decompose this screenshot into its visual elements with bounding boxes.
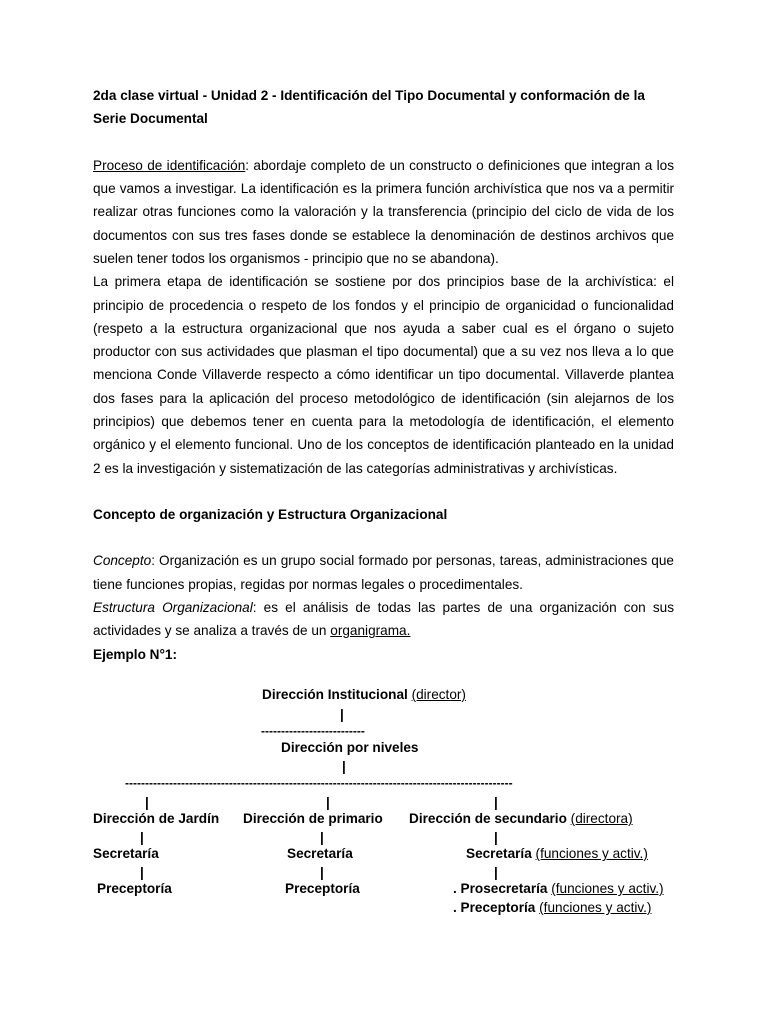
example-label: Ejemplo N°1: xyxy=(93,646,177,662)
org-pipe: | xyxy=(494,795,498,810)
term-identification: Proceso de identificación xyxy=(93,157,246,173)
org-secundario-prec: . Preceptoría (funciones y activ.) xyxy=(453,900,652,915)
org-pipe: | xyxy=(320,865,324,880)
section-heading: Concepto de organización y Estructura Organizacional xyxy=(93,506,448,522)
org-top xyxy=(262,686,466,704)
org-pipe: | xyxy=(342,759,346,774)
text-structure: : es el análisis de todas las partes de una organización con sus actividades y se analiza a través de un xyxy=(93,599,674,639)
organigrama-link: organigrama. xyxy=(330,623,411,639)
org-dash-long: ------------------------------------------------------------------------------------------------- xyxy=(125,776,513,790)
term-structure: Estructura Organizacional xyxy=(93,599,253,615)
text-concept: : Organización es un grupo social formado por personas, tareas, administraciones que tiene funciones propias, regidas por normas legales o procedimentales. xyxy=(93,553,674,592)
text-identification: : abordaje completo de un constructo o definiciones que integran a los que vamos a investigar. La identificación es la primera función archivística que nos va a permitir realizar otras funciones como la valoración y la transferencia (principio del ciclo de vida de los documentos con sus tres fases donde se establece la denominación de destinos archivos que suelen tener todos los organismos - principio que no se abandona). xyxy=(93,157,674,266)
org-primario-head: Dirección de primario xyxy=(243,811,383,826)
org-pipe: | xyxy=(494,830,498,845)
org-jardin-sec: Secretaría xyxy=(93,846,159,861)
org-dash-short: -------------------------- xyxy=(261,724,365,738)
org-pipe: | xyxy=(326,795,330,810)
org-secundario-sec: Secretaría (funciones y activ.) xyxy=(466,846,648,861)
org-levels: Dirección por niveles xyxy=(281,740,419,755)
org-primario-sec: Secretaría xyxy=(287,846,353,861)
org-pipe: | xyxy=(494,865,498,880)
org-primario-prec: Preceptoría xyxy=(285,881,360,896)
org-pipe: | xyxy=(340,707,344,722)
org-secundario-prosec: . Prosecretaría (funciones y activ.) xyxy=(453,881,664,896)
org-pipe: | xyxy=(140,830,144,845)
org-jardin-head: Dirección de Jardín xyxy=(93,811,220,826)
document-title: 2da clase virtual - Unidad 2 - Identificación del Tipo Documental y conformación de la Serie Documental xyxy=(93,88,645,127)
org-secundario-head: Dirección de secundario (directora) xyxy=(409,811,633,826)
paragraph-first-stage: La primera etapa de identificación se sostiene por dos principios base de la archivística: el principio de procedencia o respeto de los fondos y el principio de organicidad o funcionalidad (respeto a la estructura organizacional que nos ayuda a saber cual es el órgano o sujeto productor con sus actividades que plasman el tipo documental) que a su vez nos lleva a lo que menciona Conde Villaverde respecto a cómo identificar un tipo documental. Villaverde plantea dos fases para la aplicación del proceso metodológico de identificación (sin alejarnos de los principios) que debemos tener en cuenta para la metodología de identificación, el elemento orgánico y el elemento funcional. Uno de los conceptos de identificación planteado en la unidad 2 es la investigación y sistematización de las categorías administrativas y archivísticas. xyxy=(93,274,674,476)
org-jardin-prec: Preceptoría xyxy=(97,881,172,896)
term-concept: Concepto xyxy=(93,553,152,569)
org-pipe: | xyxy=(320,830,324,845)
org-top-label: Dirección Institucional xyxy=(262,687,408,702)
org-top-note: (director) xyxy=(411,687,466,702)
org-pipe: | xyxy=(145,795,149,810)
org-pipe: | xyxy=(140,865,144,880)
